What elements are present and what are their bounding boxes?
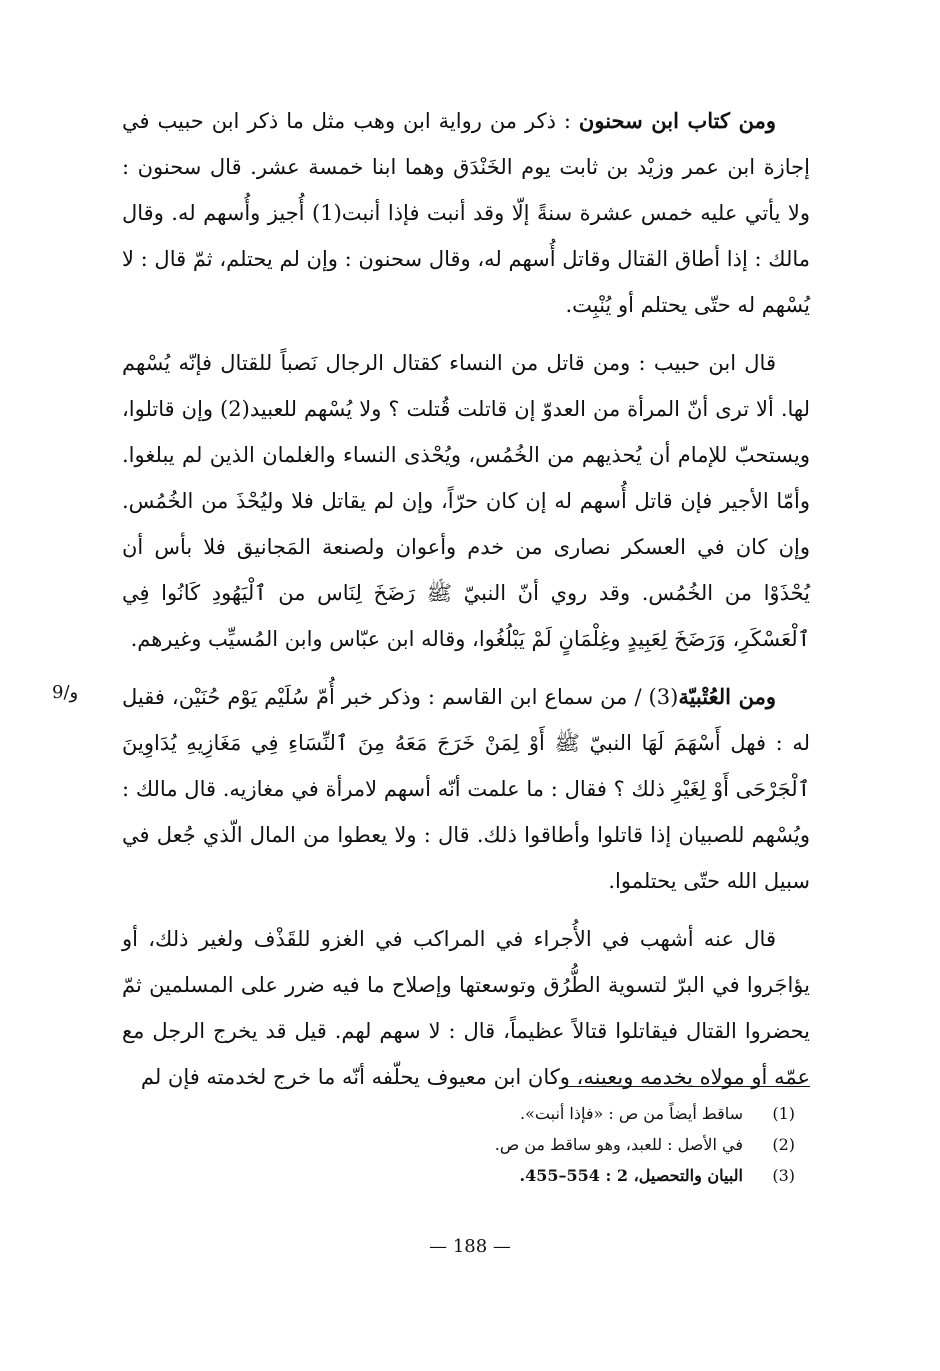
footnote-text: في الأصل : للعبد، وهو ساقط من ص. bbox=[494, 1135, 743, 1154]
footnote-2 bbox=[300, 1129, 795, 1160]
source-heading: ومن كتاب ابن سحنون bbox=[578, 108, 776, 133]
paragraph-text: (3) / من سماع ابن القاسم : وذكر خبر أُمّ سُلَيْم يَوْم حُنَيْن، فقيل له : فهل أَسْهَمَ لَهَا النبيّ ﷺ أَوْ لِمَنْ خَرَجَ مَعَهُ مِنَ ٱلنِّسَاءِ فِي مَغَازِيهِ يُدَاوِينَ ٱلْجَرْحَى أَوْ لِغَيْرِ ذلك ؟ فقال : ما علمت أنّه أسهم لامرأة في مغازيه. قال مالك : ويُسْهم للصبيان إذا قاتلوا وأطاقوا ذلك. قال : ولا يعطوا من المال الّذي جُعل في سبيل الله حتّى يحتلموا. bbox=[122, 685, 810, 893]
paragraph-text: : ذكر من رواية ابن وهب مثل ما ذكر ابن حبيب في إجازة ابن عمر وزيْد بن ثابت يوم الخَنْدَق وهما ابنا خمسة عشر. قال سحنون : ولا يأتي عليه خمس عشرة سنةً إلّا وقد أنبت فإذا أنبت(1) أُجيز وأُسهم له. وقال مالك : إذا أطاق القتال وقاتل أُسهم له، وقال سحنون : وإن لم يحتلم، ثمّ قال : لا يُسْهم له حتّى يحتلم أو يُنْبِت. bbox=[122, 109, 811, 317]
footnote-3 bbox=[300, 1160, 795, 1191]
footnote-number: (2) bbox=[772, 1135, 795, 1154]
main-text bbox=[122, 98, 810, 1112]
footnote-divider bbox=[566, 1086, 810, 1087]
paragraph-text: قال ابن حبيب : ومن قاتل من النساء كقتال الرجال نَصباً للقتال فإنّه يُسْهم لها. ألا ترى أنّ المرأة من العدوّ إن قاتلت قُتلت ؟ ولا يُسْهم للعبيد(2) وإن قاتلوا، ويستحبّ للإمام أن يُحذيهم من الخُمُس، ويُحْذى النساء والغلمان الذين لم يبلغوا. وأمّا الأجير فإن قاتل أُسهم له إن كان حرّاً، وإن لم يقاتل فلا وليُحْذَ من الخُمُس. وإن كان في العسكر نصارى من خدم وأعوان ولصنعة المَجانيق فلا بأس أن يُحْذَوْا من الخُمُس. وقد روي أنّ النبيّ ﷺ رَضَخَ لِنَاس من ٱلْيَهُودِ كَانُوا فِي ٱلْعَسْكَرِ، وَرَضَخَ لِعَبِيدٍ وغِلْمَانٍ لَمْ يَبْلُغُوا، وقاله ابن عبّاس وابن المُسيِّب وغيرهم. bbox=[122, 351, 811, 651]
paragraph-3 bbox=[122, 674, 810, 904]
paragraph-1 bbox=[122, 98, 810, 328]
footnote-1 bbox=[300, 1098, 795, 1129]
paragraph-text: قال عنه أشهب في الأُجراء في المراكب في الغزو للقَذْف ولغير ذلك، أو يؤاجَروا في البرّ لتسوية الطُّرُق وتوسعتها وإصلاح ما فيه ضرر على المسلمين ثمّ يحضروا القتال فيقاتلوا قتالاً عظيماً، قال : لا سهم لهم. قيل قد يخرج الرجل مع عمّه أو مولاه يخدمه ويعينه، وكان ابن معيوف يحلّفه أنّه ما خرج لخدمته فإن لم bbox=[122, 927, 810, 1089]
footnote-text: ساقط أيضاً من ص : «فإذا أنبت». bbox=[520, 1104, 743, 1123]
paragraph-4 bbox=[122, 916, 810, 1100]
source-heading: ومن العُتْبيّة bbox=[678, 684, 776, 709]
footnote-number: (1) bbox=[772, 1104, 795, 1123]
footnote-text: البيان والتحصيل، 2 : 554–455. bbox=[519, 1166, 743, 1185]
folio-margin-note: 9/و bbox=[52, 682, 79, 703]
footnote-number: (3) bbox=[772, 1166, 795, 1185]
page-number: — 188 — bbox=[429, 1236, 511, 1257]
paragraph-2 bbox=[122, 340, 810, 662]
footnotes bbox=[300, 1098, 795, 1191]
